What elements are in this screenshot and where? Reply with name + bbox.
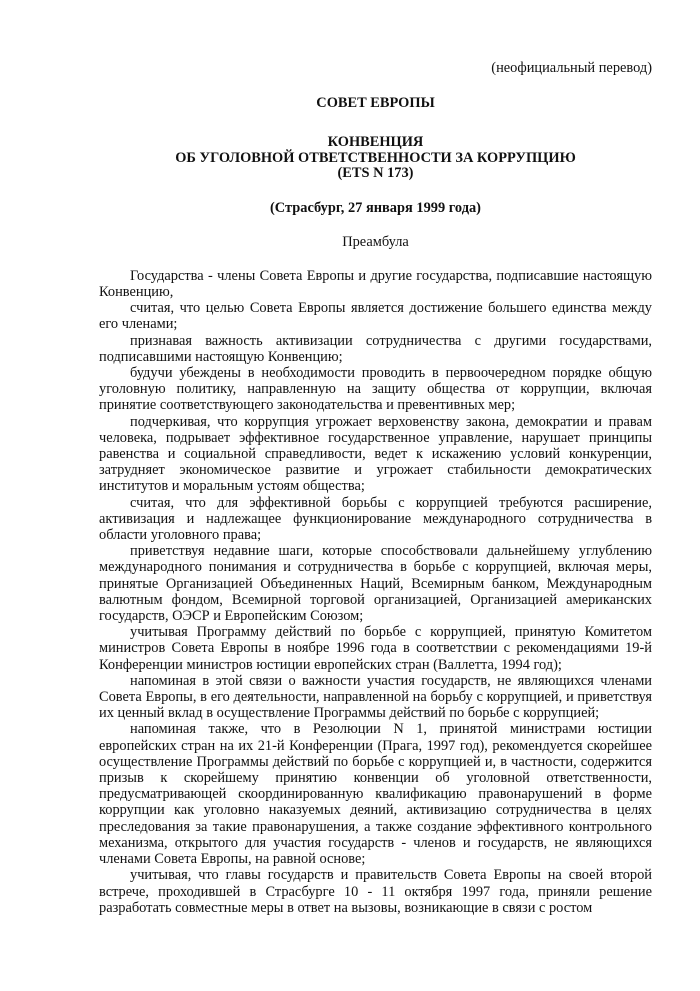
convention-title-line: ОБ УГОЛОВНОЙ ОТВЕТСТВЕННОСТИ ЗА КОРРУПЦИЮ	[175, 149, 576, 166]
preamble-paragraph: считая, что целью Совета Европы является достижение большего единства между его членами;	[99, 300, 652, 333]
preamble-paragraph: признавая важность активизации сотрудничества с другими государствами, подписавшими настоящую Конвенцию;	[99, 332, 652, 365]
convention-date: (Страсбург, 27 января 1999 года)	[270, 199, 481, 216]
preamble-heading: Преамбула	[342, 233, 409, 250]
preamble-paragraph: учитывая Программу действий по борьбе с коррупцией, принятую Комитетом министров Совета Европы в ноябре 1996 года в соответствии с рекомендациями 19-й Конференции министров юстиции европейских стран (Валлетта, 1994 год);	[99, 624, 652, 673]
preamble-paragraph: напоминая также, что в Резолюции N 1, принятой министрами юстиции европейских стран на их 21-й Конференции (Прага, 1997 год), рекомендуется скорейшее осуществление Программы действий по борьбе с коррупцией и, в частности, содержится призыв к скорейшему принятию конвенции об уголовной ответственности, предусматривающей скоординированную квалификацию правонарушений в форме коррупции как уголовно наказуемых деяний, активизацию сотрудничества в целях преследования за такие правонарушения, а также создание эффективного контрольного механизма, открытого для участия государств - членов и государств, не являющихся членами Совета Европы, на равной основе;	[99, 721, 652, 868]
translation-note: (неофициальный перевод)	[491, 60, 652, 76]
preamble-paragraph: будучи убеждены в необходимости проводить в первоочередном порядке общую уголовную политику, направленную на защиту общества от коррупции, включая принятие соответствующего законодательства и превентивных мер;	[99, 365, 652, 414]
preamble-paragraph: напоминая в этой связи о важности участия государств, не являющихся членами Совета Европы, в его деятельности, направленной на борьбу с коррупцией, и приветствуя их ценный вклад в осуществление Программы действий по борьбе с коррупцией;	[99, 672, 652, 722]
preamble-paragraph: считая, что для эффективной борьбы с коррупцией требуются расширение, активизация и надлежащее функционирование международного сотрудничества в области уголовного права;	[99, 494, 652, 544]
convention-title-line: КОНВЕНЦИЯ	[327, 134, 424, 150]
document-page	[99, 60, 652, 916]
convention-number: (ETS N 173)	[337, 165, 414, 182]
preamble-body	[99, 268, 652, 916]
preamble-paragraph: приветствуя недавние шаги, которые способствовали дальнейшему углублению международного понимания и сотрудничества в борьбе с коррупцией, включая меры, принятые Организацией Объединенных Наций, Всемирным банком, Международным валютным фондом, Всемирной торговой организацией, Организацией американских государств, ОЭСР и Европейским Союзом;	[99, 543, 652, 625]
organization-title: СОВЕТ ЕВРОПЫ	[316, 95, 435, 111]
preamble-paragraph: подчеркивая, что коррупция угрожает верховенству закона, демократии и правам человека, подрывает эффективное государственное управление, нарушает принципы равенства и социальной справедливости, ведет к искажению условий конкуренции, затрудняет экономическое развитие и угрожает стабильности демократических институтов и моральным устоям общества;	[99, 413, 652, 495]
preamble-paragraph: Государства - члены Совета Европы и другие государства, подписавшие настоящую Конвенцию,	[99, 267, 652, 300]
preamble-paragraph: учитывая, что главы государств и правительств Совета Европы на своей второй встрече, проходившей в Страсбурге 10 - 11 октября 1997 года, приняли решение разработать совместные меры в ответ на вызовы, возникающие в связи с ростом	[99, 867, 652, 916]
convention-title	[99, 134, 652, 181]
